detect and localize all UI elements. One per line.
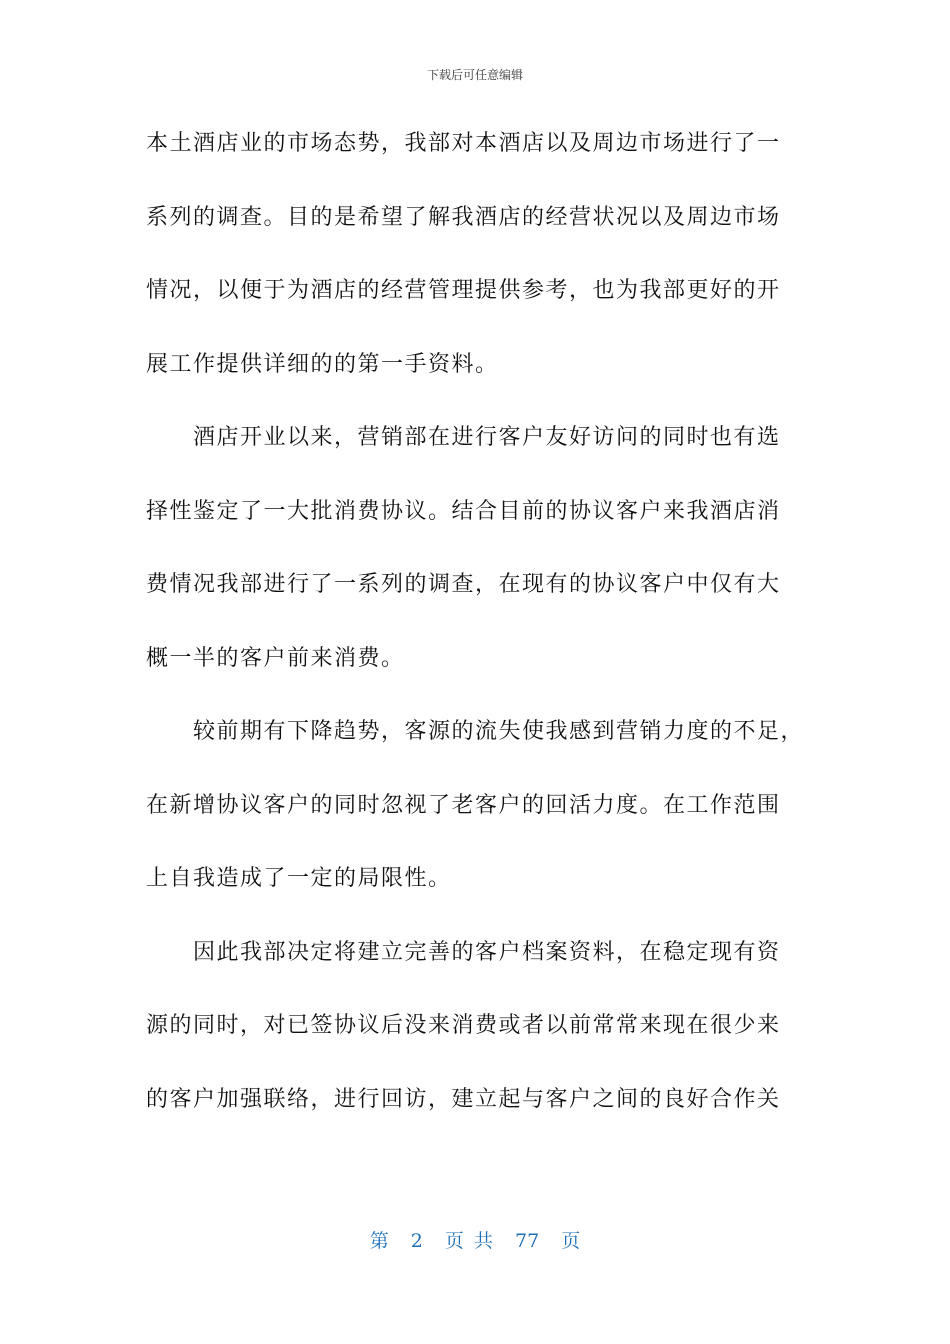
paragraph-line: 概一半的客户前来消费。 (146, 645, 405, 671)
footer-suffix: 页 (561, 1230, 581, 1252)
paragraph-line: 的客户加强联络，进行回访，建立起与客户之间的良好合作关 (146, 1086, 781, 1112)
paragraph-line: 因此我部决定将建立完善的客户档案资料，在稳定现有资 (193, 939, 781, 965)
footer-middle: 页 共 (444, 1230, 493, 1252)
paragraph-line: 系列的调查。目的是希望了解我酒店的经营状况以及周边市场 (146, 204, 781, 230)
current-page-number: 2 (410, 1230, 423, 1252)
paragraph-line: 情况，以便于为酒店的经营管理提供参考，也为我部更好的开 (146, 278, 781, 303)
footer-prefix: 第 (369, 1230, 389, 1252)
header-note: 下载后可任意编辑 (426, 68, 523, 82)
paragraph-line: 酒店开业以来，营销部在进行客户友好访问的同时也有选 (193, 425, 781, 450)
paragraph-line: 在新增协议客户的同时忽视了老客户的回活力度。在工作范围 (146, 792, 781, 818)
paragraph-line: 上自我造成了一定的局限性。 (146, 866, 452, 891)
paragraph-line: 较前期有下降趋势，客源的流失使我感到营销力度的不足， (193, 719, 805, 744)
total-page-count: 77 (515, 1230, 540, 1252)
paragraph-line: 展工作提供详细的的第一手资料。 (146, 351, 499, 377)
paragraph-line: 费情况我部进行了一系列的调查，在现有的协议客户中仅有大 (146, 572, 781, 597)
document-body (146, 114, 806, 1143)
page-footer (0, 1226, 950, 1253)
paragraph-line: 择性鉴定了一大批消费协议。结合目前的协议客户来我酒店消 (146, 498, 781, 524)
paragraph-line: 本土酒店业的市场态势，我部对本酒店以及周边市场进行了一 (146, 131, 781, 156)
paragraph-line: 源的同时，对已签协议后没来消费或者以前常常来现在很少来 (146, 1013, 781, 1038)
